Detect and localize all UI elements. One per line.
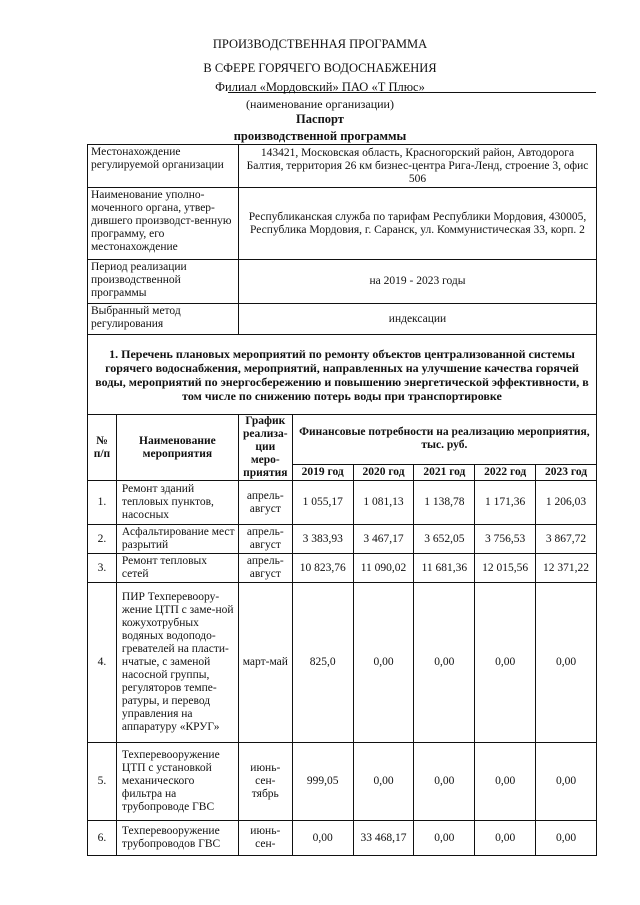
organization-name: Филиал «Мордовский» ПАО «Т Плюс» (215, 80, 425, 94)
organization-caption: (наименование организации) (246, 97, 394, 111)
passport-row (88, 260, 597, 304)
table-row (88, 583, 597, 743)
cost-cell: 0,00 (536, 821, 597, 856)
passport-key: Наименование уполно-моченного органа, утвер-дившего производст-венную программу, его местонахождение (88, 188, 239, 260)
passport-value: индексации (239, 304, 597, 335)
cost-cell: 0,00 (353, 583, 414, 743)
cost-cell: 0,00 (353, 743, 414, 821)
cost-cell: 0,00 (475, 743, 536, 821)
cost-cell: 1 171,36 (475, 481, 536, 525)
measure-name: Ремонт зданий тепловых пунктов, насосных (116, 481, 238, 525)
column-header-year: 2019 год (292, 464, 353, 481)
passport-title: Паспорт (296, 112, 344, 126)
row-number: 6. (88, 821, 117, 856)
cost-cell: 3 756,53 (475, 525, 536, 554)
row-number: 1. (88, 481, 117, 525)
measure-schedule: апрель-август (238, 481, 292, 525)
cost-cell: 3 383,93 (292, 525, 353, 554)
table-header-row (88, 415, 597, 465)
passport-row (88, 188, 597, 260)
table-row (88, 554, 597, 583)
passport-key: Местонахождение регулируемой организации (88, 145, 239, 188)
section-title-row (88, 335, 597, 415)
passport-row (88, 304, 597, 335)
measure-schedule: апрель-август (238, 554, 292, 583)
organization-underline (228, 92, 596, 93)
passport-subtitle: производственной программы (233, 129, 407, 143)
column-header-number: № п/п (88, 415, 117, 481)
measure-name: Ремонт тепловых сетей (116, 554, 238, 583)
column-header-year: 2022 год (475, 464, 536, 481)
passport-key: Период реализации производственной программы (88, 260, 239, 304)
measure-name: Асфальтирование мест разрытий (116, 525, 238, 554)
cost-cell: 825,0 (292, 583, 353, 743)
cost-cell: 0,00 (536, 743, 597, 821)
cost-cell: 0,00 (536, 583, 597, 743)
table-row (88, 821, 597, 856)
passport-value: на 2019 - 2023 годы (239, 260, 597, 304)
measure-name: Техперевооружение ЦТП с установкой механического фильтра на трубопроводе ГВС (116, 743, 238, 821)
measure-schedule: июнь-сен-тябрь (238, 743, 292, 821)
column-header-name: Наименование мероприятия (116, 415, 238, 481)
cost-cell: 0,00 (292, 821, 353, 856)
measure-name: ПИР Техперевоору-жение ЦТП с заме-ной кожухотрубных водяных водоподо-гревателей на пласти-нчатые, с заменой насосной группы, регуляторов темпе-ратуры, и перевод управления на аппаратуру «КРУГ» (116, 583, 238, 743)
cost-cell: 3 867,72 (536, 525, 597, 554)
column-header-schedule: График реализа-ции меро-приятия (238, 415, 292, 481)
cost-cell: 0,00 (414, 583, 475, 743)
program-subtitle: В СФЕРЕ ГОРЯЧЕГО ВОДОСНАБЖЕНИЯ (203, 61, 437, 75)
cost-cell: 11 090,02 (353, 554, 414, 583)
passport-table (87, 144, 597, 335)
row-number: 5. (88, 743, 117, 821)
cost-cell: 1 081,13 (353, 481, 414, 525)
cost-cell: 10 823,76 (292, 554, 353, 583)
cost-cell: 0,00 (414, 743, 475, 821)
cost-cell: 999,05 (292, 743, 353, 821)
column-header-year: 2023 год (536, 464, 597, 481)
table-row (88, 743, 597, 821)
cost-cell: 11 681,36 (414, 554, 475, 583)
table-row (88, 525, 597, 554)
program-title: ПРОИЗВОДСТВЕННАЯ ПРОГРАММА (212, 37, 428, 51)
passport-value: Республиканская служба по тарифам Республики Мордовия, 430005, Республика Мордовия, г. Саранск, ул. Коммунистическая 33, корп. 2 (239, 188, 597, 260)
passport-key: Выбранный метод регулирования (88, 304, 239, 335)
column-header-finance: Финансовые потребности на реализацию мероприятия, тыс. руб. (292, 415, 596, 465)
row-number: 3. (88, 554, 117, 583)
cost-cell: 3 467,17 (353, 525, 414, 554)
cost-cell: 0,00 (475, 821, 536, 856)
measure-name: Техперевооружение трубопроводов ГВС (116, 821, 238, 856)
row-number: 2. (88, 525, 117, 554)
cost-cell: 1 206,03 (536, 481, 597, 525)
cost-cell: 33 468,17 (353, 821, 414, 856)
cost-cell: 0,00 (475, 583, 536, 743)
passport-value: 143421, Московская область, Красногорский район, Автодорога Балтия, территория 26 км бизнес-центра Рига-Ленд, строение 3, офис 506 (239, 145, 597, 188)
cost-cell: 12 015,56 (475, 554, 536, 583)
column-header-year: 2021 год (414, 464, 475, 481)
measure-schedule: июнь-сен- (238, 821, 292, 856)
measure-schedule: март-май (238, 583, 292, 743)
cost-cell: 12 371,22 (536, 554, 597, 583)
table-row (88, 481, 597, 525)
passport-row (88, 145, 597, 188)
cost-cell: 0,00 (414, 821, 475, 856)
section-title: 1. Перечень плановых мероприятий по ремонту объектов централизованной системы горячего водоснабжения, мероприятий, направленных на улучшение качества горячей воды, мероприятий по энергосбережению и повышению энергетической эффективности, в том числе по снижению потерь воды при транспортировке (88, 335, 597, 415)
cost-cell: 1 138,78 (414, 481, 475, 525)
measure-schedule: апрель-август (238, 525, 292, 554)
measures-table (87, 334, 597, 856)
row-number: 4. (88, 583, 117, 743)
cost-cell: 3 652,05 (414, 525, 475, 554)
column-header-year: 2020 год (353, 464, 414, 481)
cost-cell: 1 055,17 (292, 481, 353, 525)
